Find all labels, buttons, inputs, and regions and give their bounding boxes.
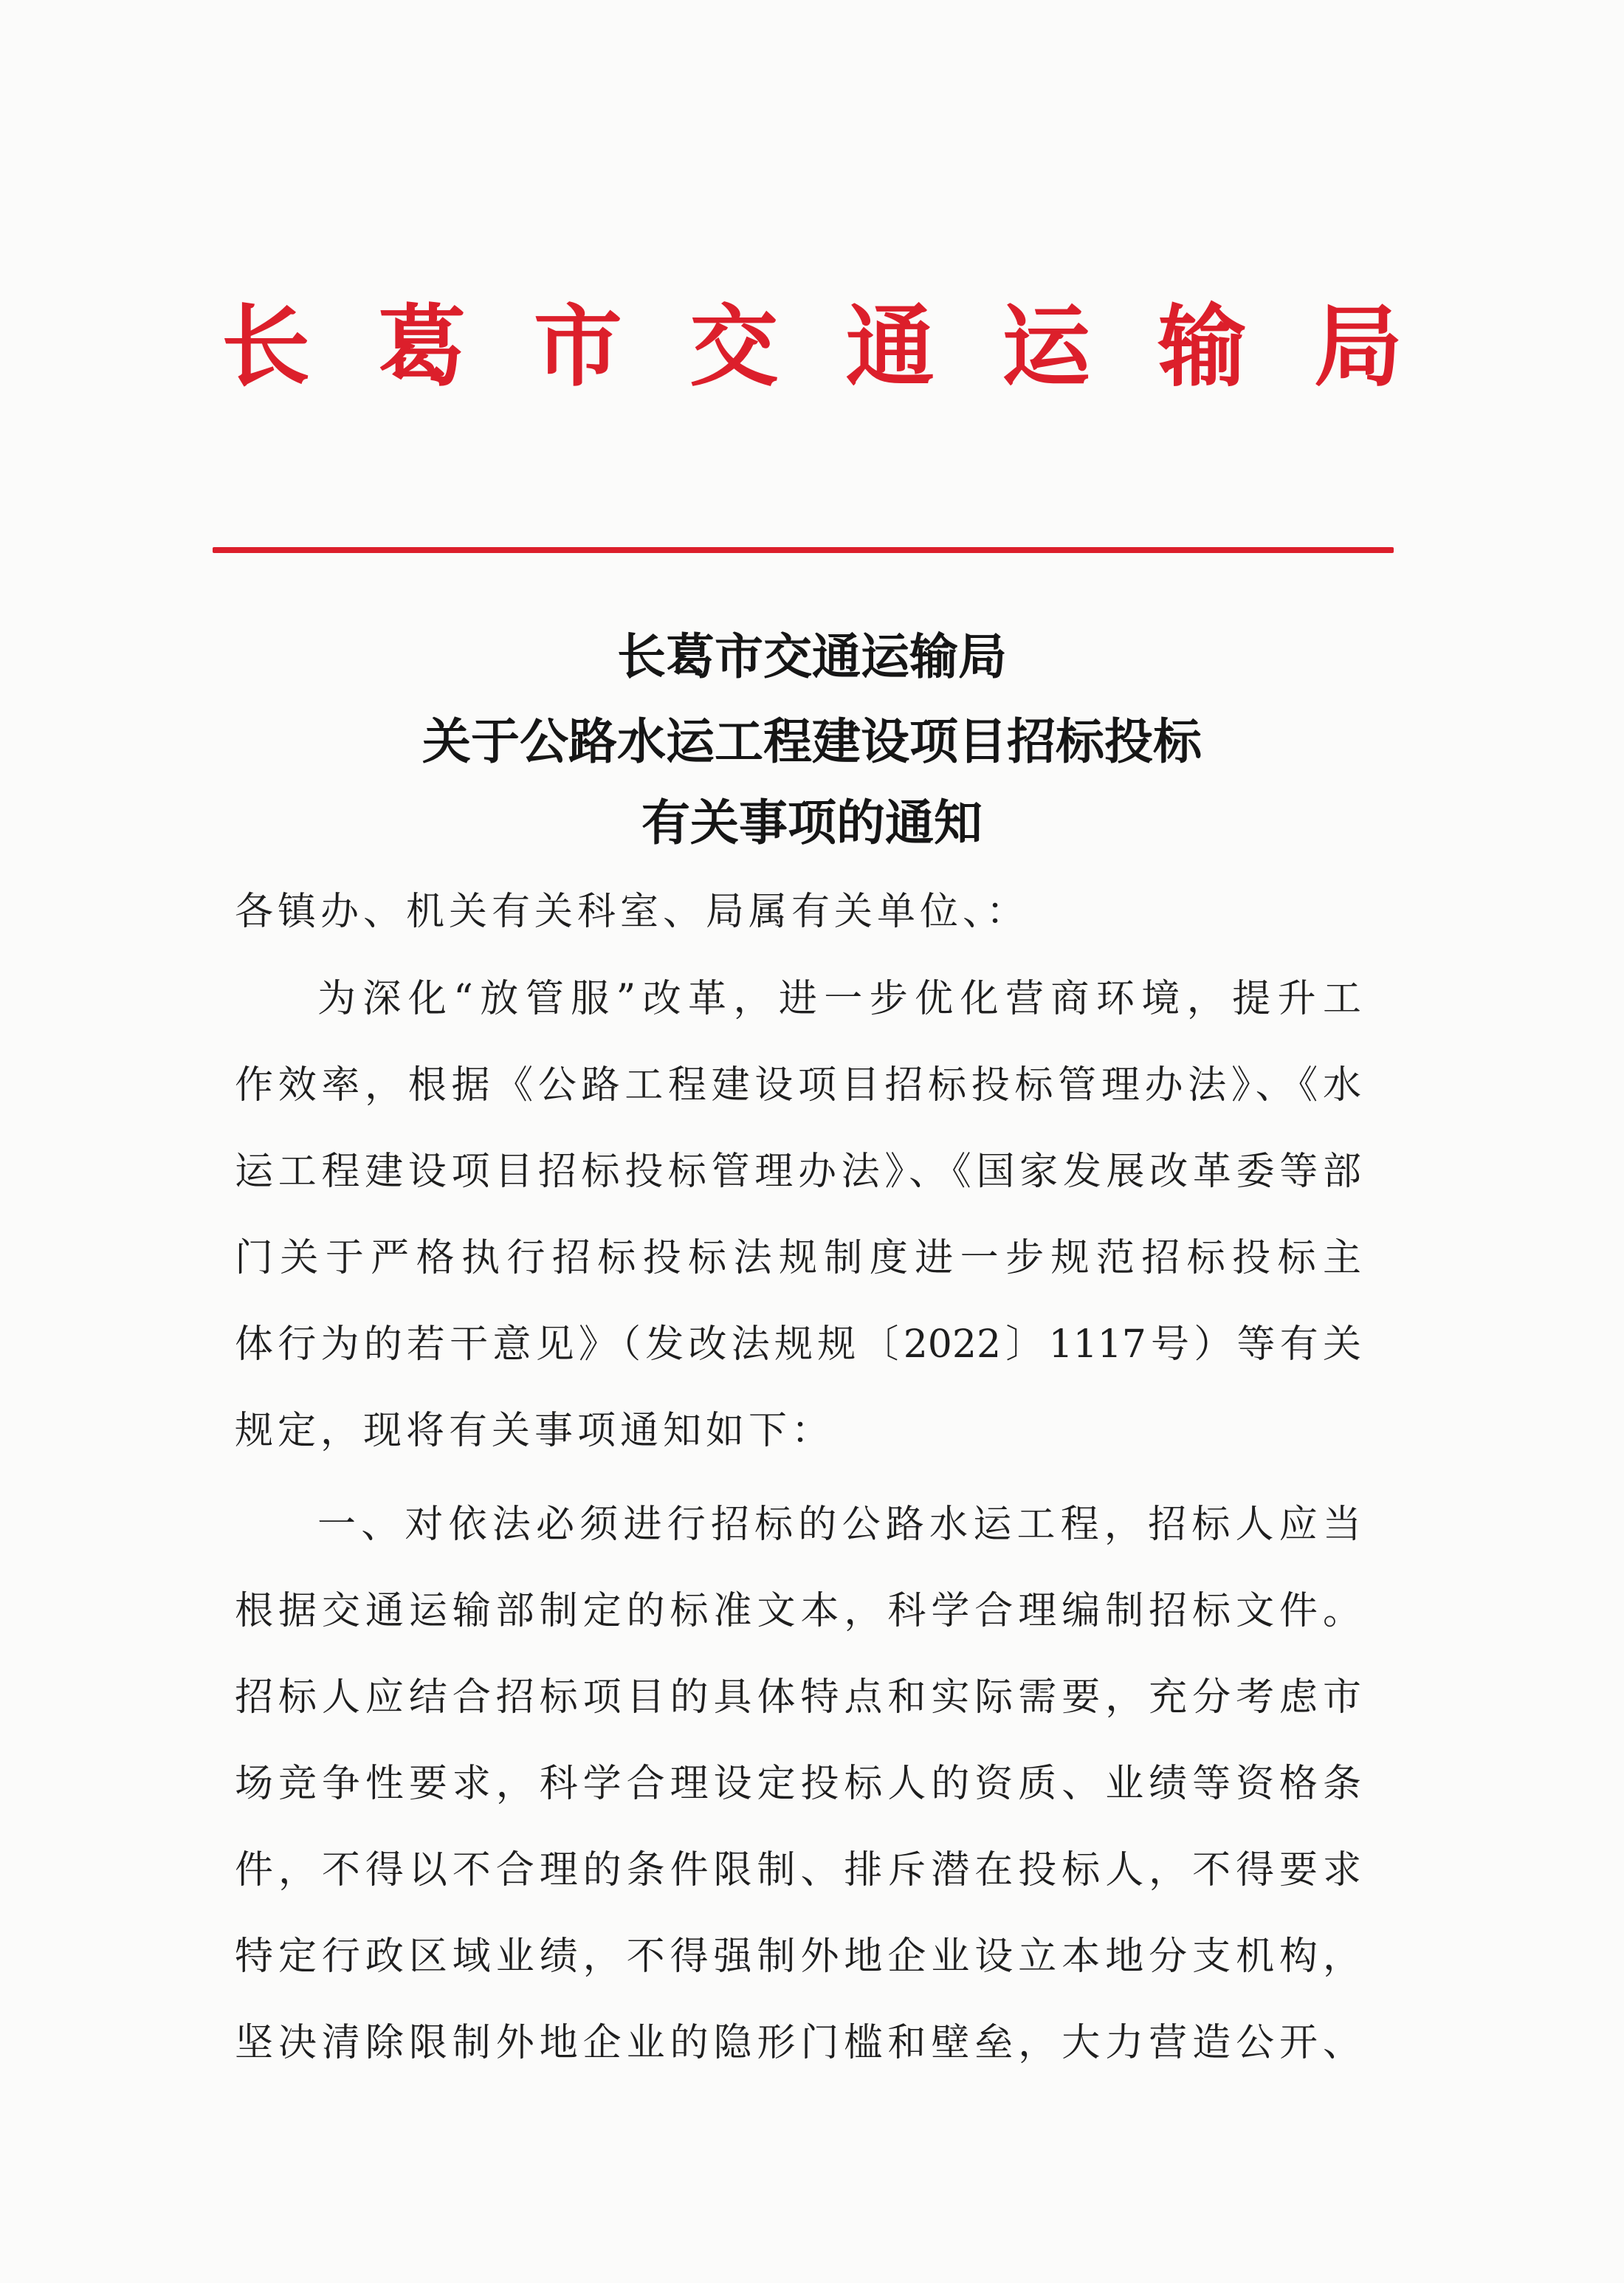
agency-char: 运 [1002, 295, 1091, 399]
agency-char: 通 [845, 295, 935, 399]
body-line: 件，不得以不合理的条件限制、排斥潜在投标人，不得要求 [235, 1848, 1361, 1892]
body-line: 为深化“放管服”改革，进一步优化营商环境，提升工 [317, 977, 1361, 1021]
body-line: 作效率，根据《公路工程建设项目招标投标管理办法》、《水 [235, 1063, 1361, 1108]
red-header-rule [213, 547, 1394, 553]
body-line: 根据交通运输部制定的标准文本，科学合理编制招标文件。 [235, 1589, 1361, 1633]
body-line: 运工程建设项目招标投标管理办法》、《国家发展改革委等部 [235, 1150, 1361, 1194]
salutation: 各镇办、机关有关科室、局属有关单位、： [235, 890, 1030, 934]
body-line: 体行为的若干意见》（发改法规规〔2022〕1117号）等有关 [235, 1322, 1361, 1367]
agency-char: 长 [221, 295, 310, 399]
body-line: 场竞争性要求，科学合理设定投标人的资质、业绩等资格条 [235, 1762, 1361, 1806]
document-title-line: 有关事项的通知 [641, 794, 983, 851]
document-title-line: 关于公路水运工程建设项目招标投标 [422, 713, 1202, 770]
body-line: 特定行政区域业绩，不得强制外地企业设立本地分支机构， [235, 1934, 1361, 1979]
agency-char: 局 [1313, 295, 1403, 399]
body-line: 坚决清除限制外地企业的隐形门槛和壁垒，大力营造公开、 [235, 2021, 1361, 2065]
body-line: 规定，现将有关事项通知如下： [235, 1409, 835, 1453]
agency-char: 葛 [377, 295, 467, 399]
agency-header [221, 292, 1403, 402]
body-line: 招标人应结合招标项目的具体特点和实际需要，充分考虑市 [235, 1675, 1361, 1720]
body-line: 一、对依法必须进行招标的公路水运工程，招标人应当 [317, 1503, 1361, 1547]
body-line: 门关于严格执行招标投标法规制度进一步规范招标投标主 [235, 1236, 1361, 1280]
agency-char: 市 [533, 295, 622, 399]
document-title-line: 长葛市交通运输局 [617, 628, 1007, 685]
agency-char: 交 [689, 295, 779, 399]
agency-char: 输 [1157, 295, 1247, 399]
